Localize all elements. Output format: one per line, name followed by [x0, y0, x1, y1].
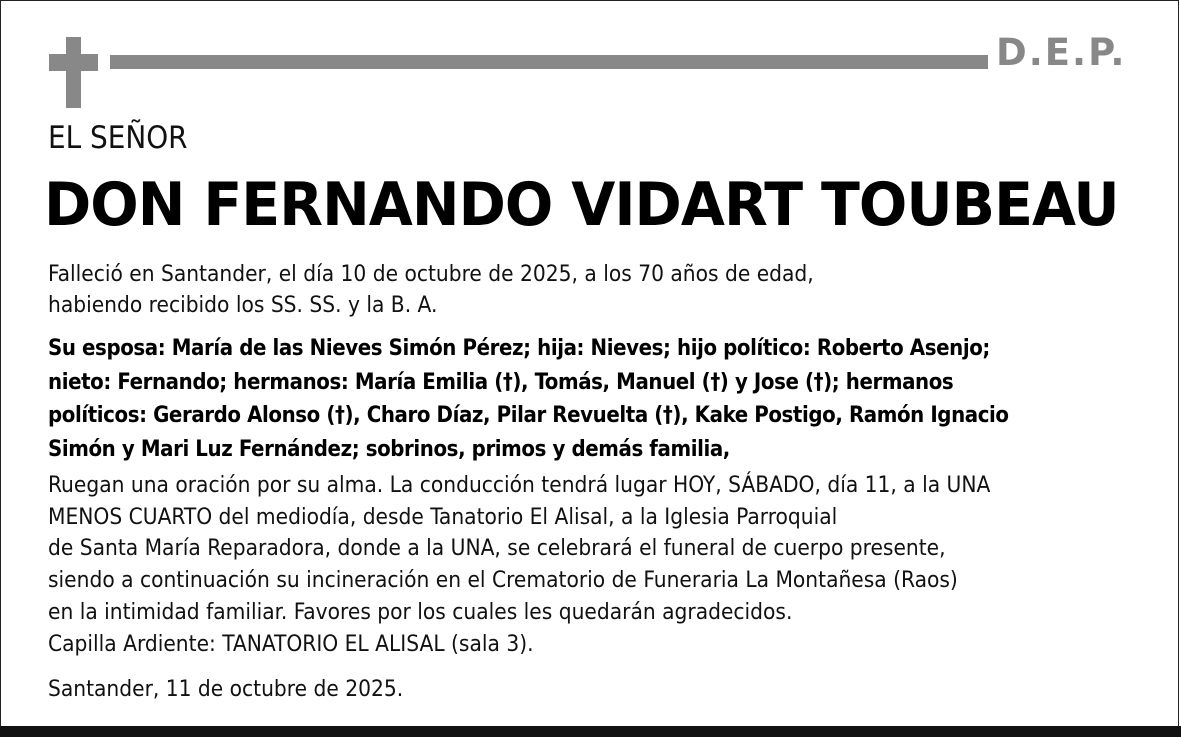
title-prefix: EL SEÑOR	[48, 120, 188, 156]
deceased-name: DON FERNANDO VIDART TOUBEAU	[44, 170, 1119, 240]
family-line: políticos: Gerardo Alonso (†), Charo Díaz, Pilar Revuelta (†), Kake Postigo, Ramón Ignacio	[48, 403, 1009, 428]
details-line: de Santa María Reparadora, donde a la UNA, se celebrará el funeral de cuerpo presente,	[48, 535, 946, 562]
header-rule	[110, 55, 988, 69]
details-line: Ruegan una oración por su alma. La conducción tendrá lugar HOY, SÁBADO, día 11, a la UNA	[48, 472, 991, 498]
details-paragraph	[48, 470, 990, 660]
family-line: nieto: Fernando; hermanos: María Emilia (†), Tomás, Manuel (†) y Jose (†); hermanos	[48, 369, 954, 395]
cross-icon	[66, 37, 81, 108]
family-line: Su esposa: María de las Nieves Simón Pérez; hija: Nieves; hijo político: Roberto Asenjo;	[48, 336, 990, 361]
intro-line: Falleció en Santander, el día 10 de octubre de 2025, a los 70 años de edad,	[48, 261, 814, 287]
details-line: siendo a continuación su incineración en el Crematorio de Funeraria La Montañesa (Raos)	[48, 567, 958, 594]
details-line: MENOS CUARTO del mediodía, desde Tanatorio El Alisal, a la Iglesia Parroquial	[48, 503, 838, 530]
cross-icon-crossbar	[49, 54, 98, 71]
closing-line: Santander, 11 de octubre de 2025.	[48, 676, 404, 702]
bottom-border	[0, 726, 1181, 737]
family-paragraph	[48, 332, 1009, 466]
family-line: Simón y Mari Luz Fernández; sobrinos, primos y demás familia,	[48, 436, 730, 462]
intro-line: habiendo recibido los SS. SS. y la B. A.	[48, 291, 438, 318]
intro-paragraph	[48, 259, 814, 320]
details-line: Capilla Ardiente: TANATORIO EL ALISAL (sala 3).	[48, 630, 534, 657]
details-line: en la intimidad familiar. Favores por los cuales les quedarán agradecidos.	[48, 598, 793, 625]
dep-label: D.E.P.	[996, 31, 1127, 74]
